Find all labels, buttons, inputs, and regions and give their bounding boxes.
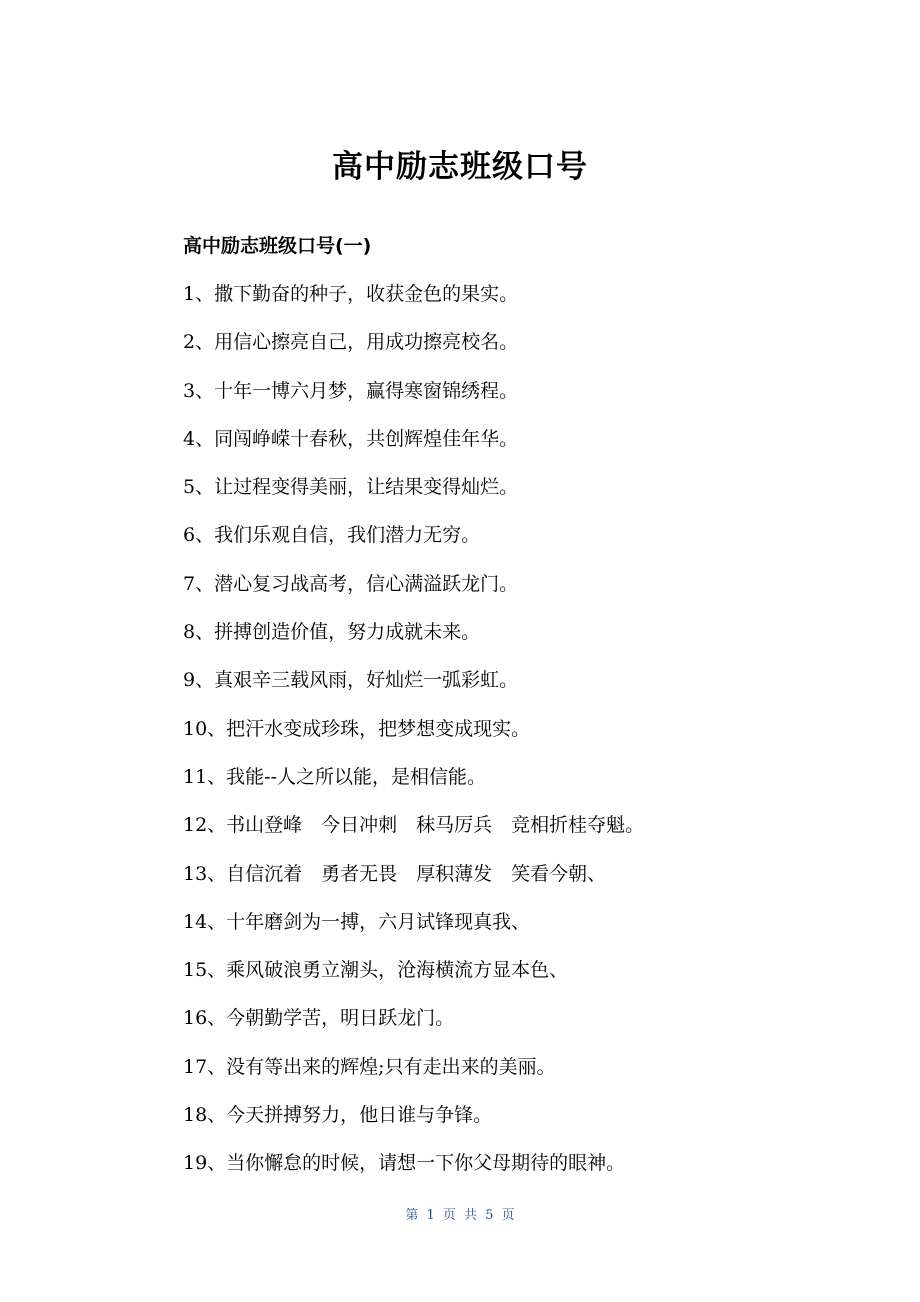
slogan-item: 4、同闯峥嵘十春秋，共创辉煌佳年华。: [183, 427, 519, 450]
slogan-item: 2、用信心擦亮自己，用成功擦亮校名。: [183, 331, 519, 354]
slogan-item: 10、把汗水变成珍珠，把梦想变成现实。: [183, 717, 531, 740]
slogan-item: 3、十年一博六月梦，赢得寒窗锦绣程。: [183, 379, 519, 402]
slogan-item: 14、十年磨剑为一搏，六月试锋现真我、: [183, 910, 531, 933]
slogan-item: 11、我能--人之所以能，是相信能。: [183, 765, 487, 788]
slogan-item: 15、乘风破浪勇立潮头，沧海横流方显本色、: [183, 959, 569, 982]
slogan-item: 9、真艰辛三载风雨，好灿烂一弧彩虹。: [183, 669, 519, 692]
slogan-item: 19、当你懈怠的时候，请想一下你父母期待的眼神。: [183, 1152, 626, 1175]
page-number-footer: 第 1 页 共 5 页: [405, 1208, 515, 1223]
document-title: 高中励志班级口号: [332, 149, 588, 185]
slogan-item: 17、没有等出来的辉煌;只有走出来的美丽。: [183, 1055, 556, 1078]
slogan-item: 18、今天拼搏努力，他日谁与争锋。: [183, 1104, 493, 1127]
slogan-item: 7、潜心复习战高考，信心满溢跃龙门。: [183, 572, 519, 595]
slogan-item: 6、我们乐观自信，我们潜力无穷。: [183, 524, 481, 547]
slogan-item: 8、拼搏创造价值，努力成就未来。: [183, 621, 481, 644]
slogan-item: 12、书山登峰 今日冲刺 秣马厉兵 竞相折桂夺魁。: [183, 814, 645, 837]
slogan-item: 1、撒下勤奋的种子，收获金色的果实。: [183, 283, 519, 305]
slogan-item: 16、今朝勤学苦，明日跃龙门。: [183, 1007, 455, 1030]
slogan-item: 5、让过程变得美丽，让结果变得灿烂。: [183, 476, 519, 499]
section-heading: 高中励志班级口号(一): [183, 235, 372, 257]
slogan-item: 13、自信沉着 勇者无畏 厚积薄发 笑看今朝、: [183, 862, 607, 885]
slogan-list: [183, 280, 783, 1198]
